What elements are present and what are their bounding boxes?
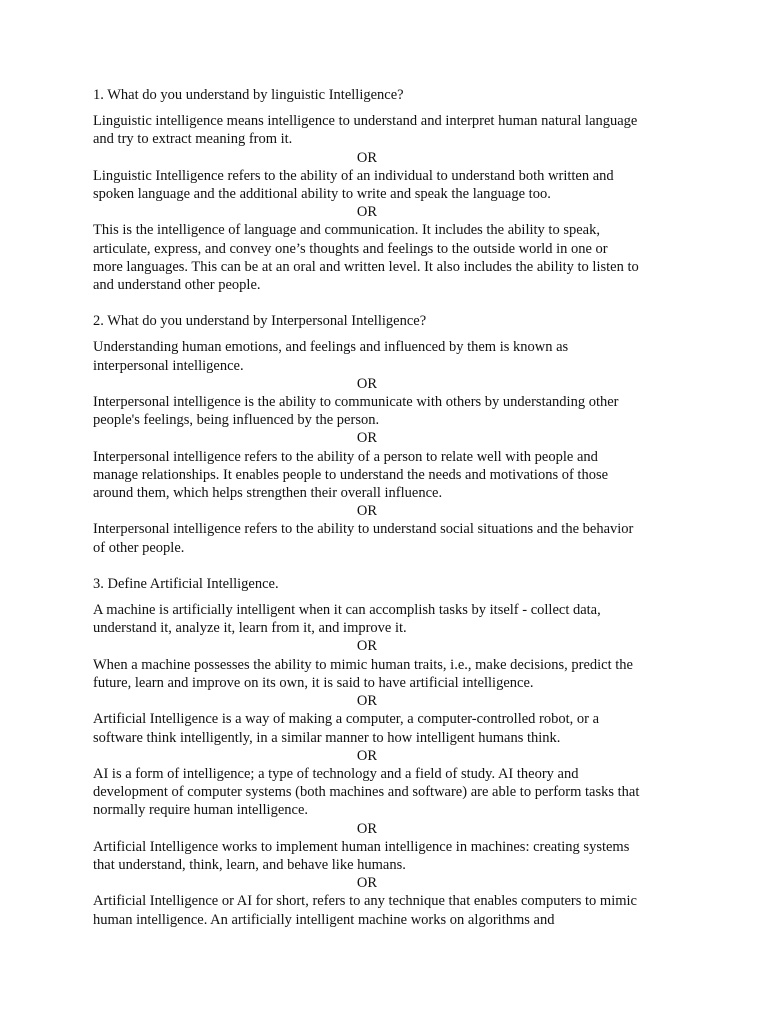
or-separator: OR [356,503,378,520]
answer-3-2: When a machine possesses the ability to mimic human traits, i.e., make decisions, predict the future, learn and improve on its own, it is said to have artificial intelligence. [93,656,633,691]
answer-1-3: This is the intelligence of language and communication. It includes the ability to speak, articulate, express, and convey one’s thoughts and feelings to the outside world in one or more languages. This can be at an oral and written level. It also includes the ability to listen to and understand other people. [93,222,639,294]
or-separator: OR [356,693,378,710]
or-separator: OR [356,375,378,392]
answer-3-6: Artificial Intelligence or AI for short, refers to any technique that enables computers to mimic human intelligence. An artificially intelligent machine works on algorithms and [93,893,637,928]
answer-3-1: A machine is artificially intelligent when it can accomplish tasks by itself - collect data, understand it, analyze it, learn from it, and improve it. [93,602,601,637]
or-separator: OR [356,820,378,837]
document-page [93,86,641,929]
or-separator: OR [356,638,378,655]
or-separator: OR [356,430,378,447]
answer-3-3: Artificial Intelligence is a way of making a computer, a computer-controlled robot, or a software think intelligently, in a similar manner to how intelligent humans think. [93,711,600,746]
answer-2-4: Interpersonal intelligence refers to the ability to understand social situations and the behavior of other people. [93,521,634,556]
or-separator: OR [356,747,378,764]
answer-3-4: AI is a form of intelligence; a type of technology and a field of study. AI theory and development of computer systems (both machines and software) are able to perform tasks that normally require human intelligence. [93,765,640,819]
answer-1-2: Linguistic Intelligence refers to the ability of an individual to understand both written and spoken language and the additional ability to write and speak the language too. [93,167,614,203]
question-1-heading: 1. What do you understand by linguistic Intelligence? [93,87,404,103]
or-separator: OR [356,149,378,166]
answer-2-2: Interpersonal intelligence is the ability to communicate with others by understanding other people's feelings, being influenced by the person. [93,394,619,429]
answer-2-1: Understanding human emotions, and feelings and influenced by them is known as interpersonal intelligence. [93,339,569,374]
answer-3-5: Artificial Intelligence works to implement human intelligence in machines: creating systems that understand, think, learn, and behave like humans. [93,838,630,873]
question-3-heading: 3. Define Artificial Intelligence. [93,575,279,592]
answer-1-1: Linguistic intelligence means intelligence to understand and interpret human natural language and try to extract meaning from it. [93,113,638,148]
answer-2-3: Interpersonal intelligence refers to the ability of a person to relate well with people and manage relationships. It enables people to understand the needs and motivations of those around them, which helps strengthen their overall influence. [93,448,609,502]
question-2-heading: 2. What do you understand by Interpersonal Intelligence? [93,313,427,330]
or-separator: OR [356,204,378,221]
or-separator: OR [356,875,378,892]
